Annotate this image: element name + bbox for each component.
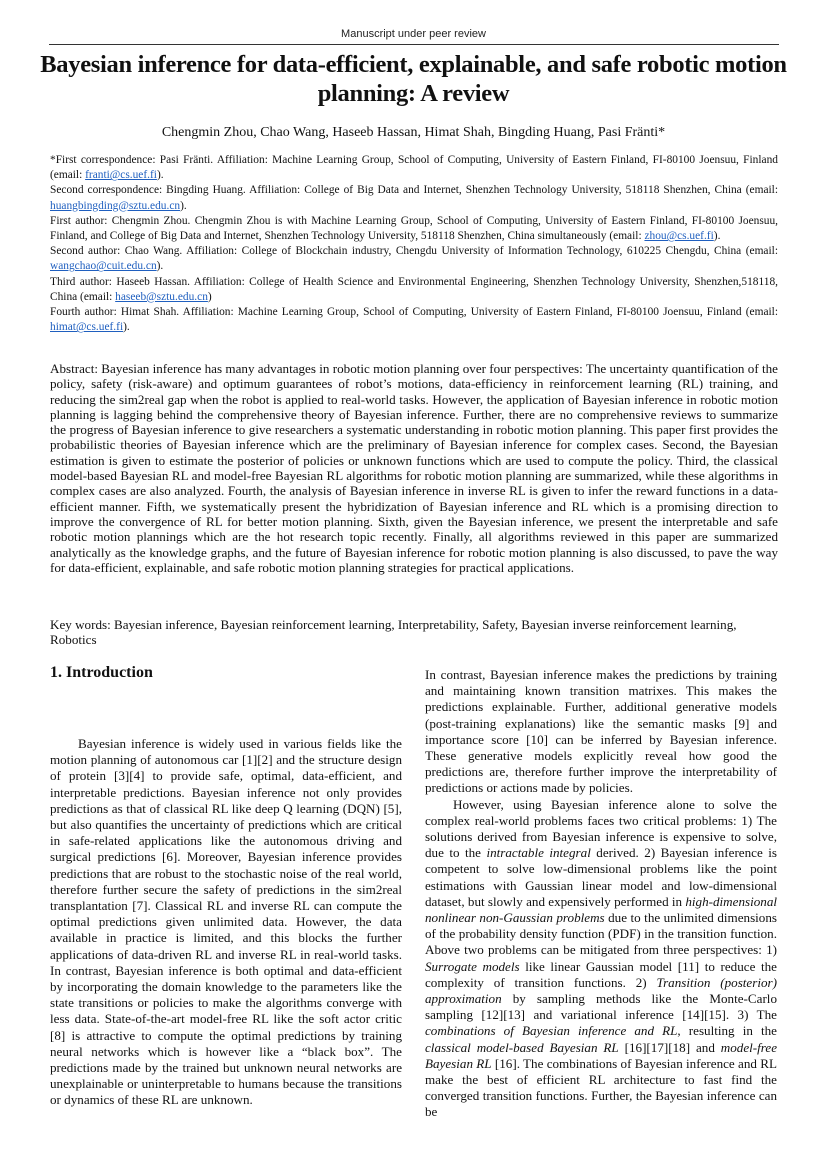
affiliation-text: Third author: Haseeb Hassan. Affiliation: College of Health Science and Environmental Engineering, Shenzhen Technology University, Shenzhen,518118, China (email:: [50, 275, 778, 303]
affiliation-text: ).: [123, 321, 130, 334]
intro-paragraph: [425, 797, 777, 1121]
affiliation-entry: [50, 244, 778, 274]
header-rule: [49, 44, 779, 45]
intro-paragraph: In contrast, Bayesian inference makes the predictions by training and maintaining known transition matrixes. This makes the predictions explainable. Further, additional generative models (post-training explanations) like the semantic masks [9] and importance score [10] can be inferred by Bayesian inference. These generative models explicitly reveal how good the predictions are, therefore further improve the interpretability of predictions or actions made by policies.: [425, 667, 777, 796]
text-run: [16]. The combinations of Bayesian inference and RL make the best of efficient RL architecture to fast find the converged transition functions. Further, the Bayesian inference can be: [425, 1055, 777, 1120]
affiliation-text: Second author: Chao Wang. Affiliation: College of Blockchain industry, Chengdu University of Information Technology, 610225 Chengdu, China (email:: [50, 245, 778, 258]
email-link[interactable]: huangbingding@sztu.edu.cn: [50, 199, 181, 212]
intro-paragraph-left: Bayesian inference is widely used in various fields like the motion planning of autonomous car [1][2] and the structure design of protein [3][4] to provide safe, optimal, data-efficient, and interpretable predictions. Bayesian inference not only provides predictions as that of classical RL like deep Q learning (DQN) [5], but also quantifies the uncertainty of predictions which are critical in safe-related applications like the autonomous driving and surgical predictions [6]. Moreover, Bayesian inference provides predictions that are robust to the stochastic noise of the real world, therefore further secure the safety of predictions in the sim2real transplantation [7]. Classical RL and inverse RL can compute the optimal predictions given unlimited data. However, the data available in practice is limited, and this blocks the further applications of data-driven RL and inverse RL in real-world tasks. In contrast, Bayesian inference is both optimal and data-efficient by incorporating the domain knowledge to the parameters like the state transitions or policies to make the algorithms converge with less data. State-of-the-art model-free RL like the soft actor critic [8] is attractive to compute the optimal predictions by training neural networks which is however like a “black box”. The predictions made by the trained but unknown neural networks are unexplainable or uninterpretable to humans because the transitions or dynamics of these RL are unknown.: [50, 736, 402, 1108]
emphasis: intractable integral: [486, 845, 591, 861]
emphasis: combinations of Bayesian inference and RL: [425, 1023, 678, 1039]
emphasis: model-free Bayesian RL: [425, 1039, 778, 1071]
emphasis: high-dimensional nonlinear non-Gaussian problems: [425, 893, 778, 926]
author-list: Chengmin Zhou, Chao Wang, Haseeb Hassan, Himat Shah, Bingding Huang, Pasi Fränti*: [161, 125, 666, 140]
email-link[interactable]: haseeb@sztu.edu.cn: [115, 290, 208, 303]
email-link[interactable]: himat@cs.uef.fi: [50, 321, 124, 334]
affiliation-text: *First correspondence: Pasi Fränti. Affiliation: Machine Learning Group, School of Computing, University of Eastern Finland, FI-80100 Joensuu, Finland (email:: [50, 154, 778, 182]
paper-title: Bayesian inference for data-efficient, explainable, and safe robotic motion planning: A review: [40, 51, 787, 107]
keywords: Key words: Bayesian inference, Bayesian reinforcement learning, Interpretability, Safety, Bayesian inverse reinforcement learning, Robotics: [50, 617, 737, 648]
text-run: like linear Gaussian model [11] to reduce the complexity of transition functions. 2): [425, 958, 777, 990]
email-link[interactable]: franti@cs.uef.fi: [85, 169, 157, 182]
affiliation-entry: [50, 153, 778, 183]
text-run: , resulting in the: [677, 1023, 777, 1039]
email-link[interactable]: wangchao@cuit.edu.cn: [50, 260, 157, 273]
text-run: However, using Bayesian inference alone to solve the complex real-world problems faces two critical problems: 1) The solutions derived from Bayesian inference is expensive to solve, due to the: [425, 796, 777, 861]
email-link[interactable]: zhou@cs.uef.fi: [644, 230, 714, 243]
affiliation-entry: [50, 275, 778, 305]
emphasis: Transition (posterior) approximation: [425, 974, 777, 1007]
affiliation-entry: [50, 214, 778, 244]
affiliation-text: Fourth author: Himat Shah. Affiliation: Machine Learning Group, School of Computing, University of Eastern Finland, FI-80100 Joensuu, Finland (email:: [50, 306, 778, 319]
intro-column-right: [425, 667, 777, 1121]
emphasis: Surrogate models: [425, 958, 520, 974]
affiliation-entry: [50, 183, 778, 213]
affiliation-text: ).: [180, 199, 187, 212]
affiliation-text: ).: [156, 260, 164, 273]
affiliation-text: ): [207, 290, 212, 303]
running-header: Manuscript under peer review: [341, 28, 486, 40]
affiliation-text: First author: Chengmin Zhou. Chengmin Zhou is with Machine Learning Group, School of Computing, University of Eastern Finland, FI-80100 Joensuu, Finland, and College of Big Data and Internet, Shenzhen Technology University, 518118 Shenzhen, China simultaneously (email:: [50, 214, 778, 243]
affiliation-entry: [50, 305, 778, 335]
emphasis: classical model-based Bayesian RL: [425, 1039, 619, 1055]
affiliations: [50, 153, 778, 335]
text-run: [16][17][18] and: [618, 1039, 721, 1055]
text-run: by sampling methods like the Monte-Carlo sampling [12][13] and variational inference [14][15]. 3) The: [425, 991, 777, 1023]
affiliation-text: ).: [713, 230, 721, 243]
section-heading-introduction: 1. Introduction: [50, 664, 153, 681]
abstract: Abstract: Bayesian inference has many advantages in robotic motion planning over four perspectives: The uncertainty quantification of the policy, safety (risk-aware) and optimum guarantees of robot’s motions, data-efficiency in reinforcement learning (RL) training, and reducing the sim2real gap when the robot is applied to real-world tasks. However, the application of Bayesian inference in robotic motion planning is lagging behind the comprehensive theory of Bayesian inference. Further, there are no comprehensive reviews to summarize the progress of Bayesian inference to give researchers a systematic understanding in robotic motion planning. This paper first provides the probabilistic theories of Bayesian inference which are the preliminary of Bayesian inference for complex cases. Second, the Bayesian estimation is given to estimate the posterior of policies or unknown functions which are used to compute the policy. Third, the classical model-based Bayesian RL and model-free Bayesian RL algorithms for robotic motion planning are summarized, while these algorithms in complex cases are also analyzed. Fourth, the analysis of Bayesian inference in inverse RL is given to infer the reward functions in a data-efficient manner. Fifth, we systematically present the hybridization of Bayesian inference and RL which is a promising direction to improve the convergence of RL for better motion planning. Sixth, given the Bayesian inference, we present the interpretable and safe robotic motion plannings which are the hot research topic recently. Finally, all algorithms reviewed in this paper are summarized analytically as the knowledge graphs, and the future of Bayesian inference for robotic motion planning is also discussed, to pave the way for data-efficient, explainable, and safe robotic motion planning strategies for practical applications.: [50, 361, 778, 575]
text-run: derived. 2) Bayesian inference is competent to solve low-dimensional problems like the point estimations with Gaussian linear model and low-dimensional dataset, but slowly and expensively performed in: [425, 845, 777, 909]
text-run: due to the unlimited dimensions of the probability density function (PDF) in the transition function. Above two problems can be mitigated from three perspectives: 1): [425, 910, 777, 958]
affiliation-text: Second correspondence: Bingding Huang. Affiliation: College of Big Data and Internet, Shenzhen Technology University, 518118 Shenzhen, China (email:: [50, 184, 778, 197]
affiliation-text: ).: [156, 169, 164, 182]
